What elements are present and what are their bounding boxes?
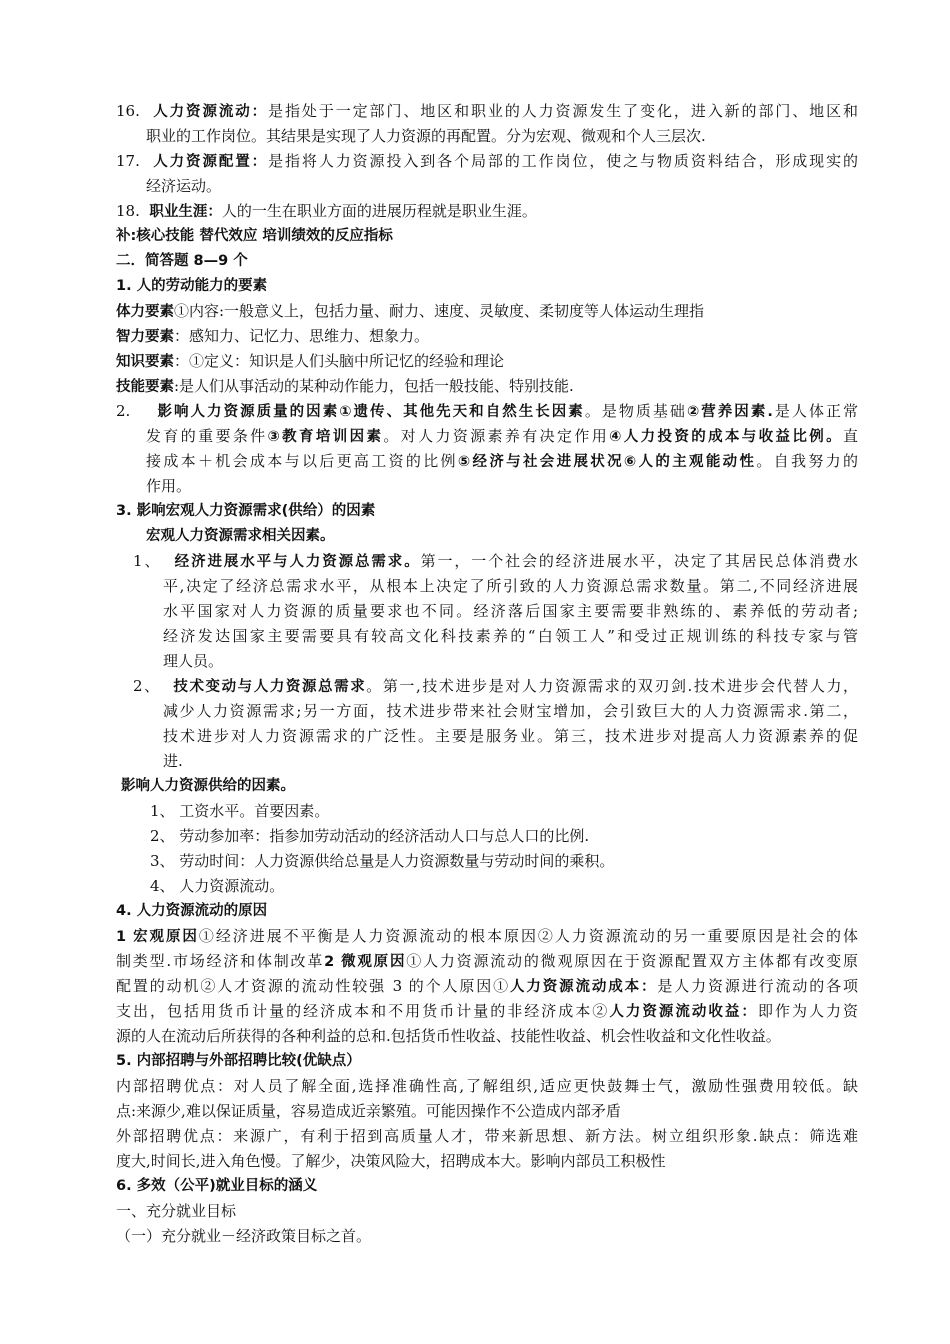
q2-line3: 接成本＋机会成本与以后更高工资的比例⑤经济与社会进展状况⑥人的主观能动性。自我努力的 xyxy=(146,452,858,470)
q3-supply-subheading: 影响人力资源供给的因素。 xyxy=(121,778,295,794)
q3-demand-1-line3: 水平国家对人力资源的质量要求也不同。经济落后国家主要需要非熟练的、素养低的劳动者; xyxy=(163,602,858,620)
q3-supply-item-2: 2、 劳动参加率：指参加劳动活动的经济活动人口与总人口的比例. xyxy=(150,827,590,845)
q4-line2: 制类型.市场经济和体制改革2 微观原因①人力资源流动的微观原因在于资源配置双方主体都有改变原 xyxy=(116,952,858,970)
q3-supply-item-3: 3、 劳动时间：人力资源供给总量是人力资源数量与劳动时间的乘积。 xyxy=(150,852,615,870)
q3-demand-2-line1: 2、 技术变动与人力资源总需求。第一,技术进步是对人力资源需求的双刃剑.技术进步会代替人力， xyxy=(133,677,859,695)
q5-line2: 点:来源少,难以保证质量，容易造成近亲繁殖。可能因操作不公造成内部矛盾 xyxy=(116,1102,621,1120)
q5-heading: 5. 内部招聘与外部招聘比较(优缺点） xyxy=(116,1053,361,1069)
q6-heading: 6. 多效（公平)就业目标的涵义 xyxy=(116,1178,318,1194)
q1-item-physical: 体力要素①内容:一般意义上，包括力量、耐力、速度、灵敏度、柔韧度等人体运动生理指 xyxy=(116,302,705,320)
q4-heading: 4. 人力资源流动的原因 xyxy=(116,903,268,919)
definition-17-line2: 经济运动。 xyxy=(146,177,222,195)
q6-line1: 一、充分就业目标 xyxy=(116,1202,237,1220)
q4-line1: 1 宏观原因①经济进展不平衡是人力资源流动的根本原因②人力资源流动的另一重要原因是社会的体 xyxy=(116,927,858,945)
q3-demand-1-line4: 经济发达国家主要需要具有较高文化科技素养的“白领工人”和受过正规训练的科技专家与管 xyxy=(163,627,858,645)
q6-line2: （一）充分就业－经济政策目标之首。 xyxy=(116,1227,372,1245)
definition-17-line1: 17. 人力资源配置：是指将人力资源投入到各个局部的工作岗位，使之与物质资料结合，形成现实的 xyxy=(116,152,858,170)
q5-line4: 度大,时间长,进入角色慢。了解少，决策风险大，招聘成本大。影响内部员工积极性 xyxy=(116,1152,666,1170)
q4-line3: 配置的动机②人才资源的流动性较强 3 的个人原因①人力资源流动成本：是人力资源进行流动的各项 xyxy=(116,977,858,995)
q3-supply-item-4: 4、 人力资源流动。 xyxy=(150,877,285,895)
q2-line2: 发育的重要条件③教育培训因素。对人力资源素养有决定作用④人力投资的成本与收益比例。直 xyxy=(146,427,858,445)
q3-heading: 3. 影响宏观人力资源需求(供给）的因素 xyxy=(116,503,376,519)
definition-16-line2: 职业的工作岗位。其结果是实现了人力资源的再配置。分为宏观、微观和个人三层次. xyxy=(146,127,706,145)
definition-18: 18. 职业生涯：人的一生在职业方面的进展历程就是职业生涯。 xyxy=(116,202,537,220)
q4-line4: 支出，包括用货币计量的经济成本和不用货币计量的非经济成本②人力资源流动收益：即作为人力资 xyxy=(116,1002,858,1020)
q3-demand-1-line1: 1、 经济进展水平与人力资源总需求。第一，一个社会的经济进展水平，决定了其居民总体消费水 xyxy=(133,552,858,570)
q1-item-knowledge: 知识要素：①定义：知识是人们头脑中所记忆的经验和理论 xyxy=(116,352,505,370)
definition-16-line1: 16. 人力资源流动：是指处于一定部门、地区和职业的人力资源发生了变化，进入新的部门、地区和 xyxy=(116,102,858,120)
q3-demand-1-line2: 平,决定了经济总需求水平，从根本上决定了所引致的人力资源总需求数量。第二,不同经济进展 xyxy=(163,577,858,595)
q2-line4: 作用。 xyxy=(146,477,192,495)
q1-heading: 1. 人的劳动能力的要素 xyxy=(116,278,268,294)
q5-line3: 外部招聘优点：来源广，有利于招到高质量人才，带来新思想、新方法。树立组织形象.缺点：筛选难 xyxy=(116,1127,858,1145)
q1-item-skill: 技能要素:是人们从事活动的某种动作能力，包括一般技能、特别技能. xyxy=(116,377,574,395)
q3-demand-1-line5: 理人员。 xyxy=(163,652,224,670)
q2-line1: 2. 影响人力资源质量的因素①遗传、其他先天和自然生长因素。是物质基础②营养因素.是人体正常 xyxy=(116,402,858,420)
q3-demand-subheading: 宏观人力资源需求相关因素。 xyxy=(146,528,335,544)
q3-demand-2-line4: 进. xyxy=(163,752,183,770)
q3-supply-item-1: 1、 工资水平。首要因素。 xyxy=(150,802,330,820)
section-2-heading: 二．简答题 8—9 个 xyxy=(116,253,248,269)
q3-demand-2-line2: 减少人力资源需求;另一方面，技术进步带来社会财宝增加，会引致巨大的人力资源需求.第二， xyxy=(163,702,858,720)
q4-line5: 源的人在流动后所获得的各种利益的总和.包括货币性收益、技能性收益、机会性收益和文化性收益。 xyxy=(116,1027,781,1045)
q3-demand-2-line3: 技术进步对人力资源需求的广泛性。主要是服务业。第三，技术进步对提高人力资源素养的促 xyxy=(163,727,858,745)
q5-line1: 内部招聘优点：对人员了解全面,选择准确性高,了解组织,适应更快鼓舞士气，激励性强费用较低。缺 xyxy=(116,1077,858,1095)
supplement-line: 补:核心技能 替代效应 培训绩效的反应指标 xyxy=(116,228,393,244)
q1-item-intellect: 智力要素：感知力、记忆力、思维力、想象力。 xyxy=(116,327,430,345)
